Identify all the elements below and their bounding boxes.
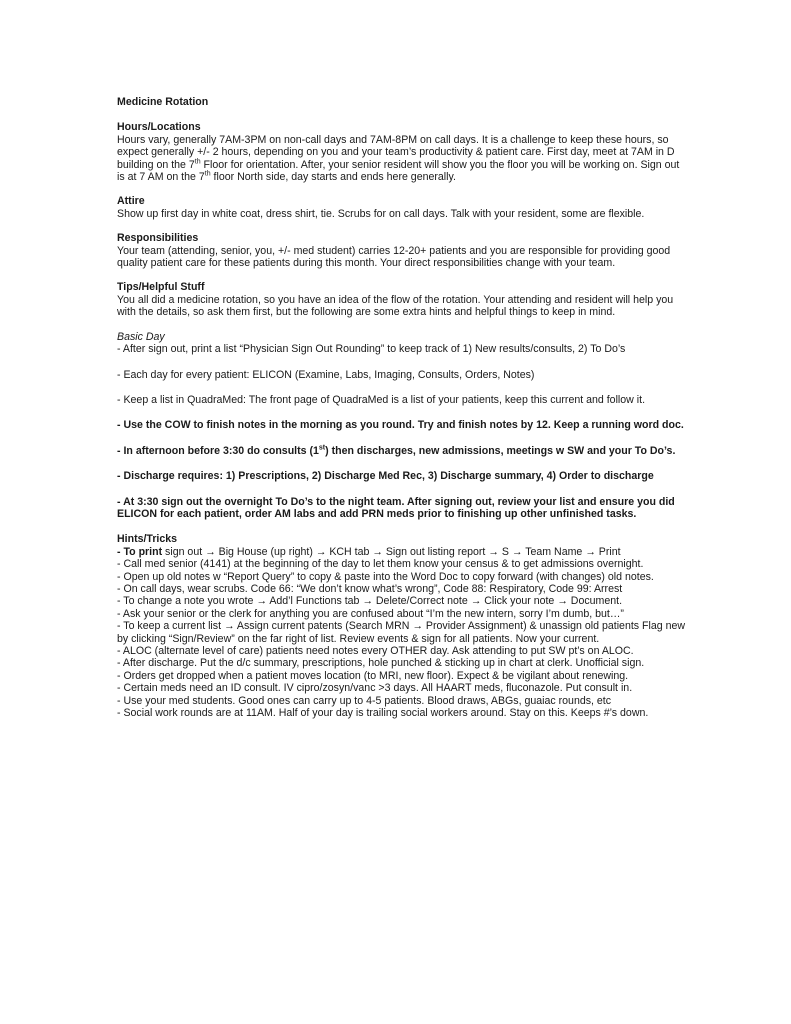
hint-social-work: - Social work rounds are at 11AM. Half of your day is trailing social workers around. Stay on this. Keeps #’s down. — [117, 707, 649, 720]
hint-ask-senior: - Ask your senior or the clerk for anything you are confused about “I’m the new intern, sorry I’m dumb, but…” — [117, 607, 624, 620]
basic-day-item-cow: - Use the COW to finish notes in the morning as you round. Try and finish notes by 12. Keep a running word doc. — [117, 419, 684, 432]
responsibilities-section — [117, 232, 687, 269]
basic-day-item-afternoon — [117, 445, 687, 457]
tips-text: You all did a medicine rotation, so you have an idea of the flow of the rotation. Your attending and resident will help you with the details, so ask them first, but the following are some extra hints and helpful things to keep in mind. — [117, 293, 674, 319]
basic-day-section — [117, 331, 687, 521]
basic-day-item-elicon: - Each day for every patient: ELICON (Examine, Labs, Imaging, Consults, Orders, Notes) — [117, 368, 535, 381]
hint-orders-dropped: - Orders get dropped when a patient moves location (to MRI, new floor). Expect & be vigilant about renewing. — [117, 669, 629, 682]
hints-heading: Hints/Tricks — [117, 533, 178, 546]
hours-superscript-a: th — [194, 158, 201, 166]
hint-after-discharge: - After discharge. Put the d/c summary, prescriptions, hole punched & sticking up in chart at clerk. Unofficial sign. — [117, 657, 645, 670]
attire-text: Show up first day in white coat, dress shirt, tie. Scrubs for on call days. Talk with your resident, some are flexible. — [117, 207, 645, 220]
responsibilities-text: Your team (attending, senior, you, +/- med student) carries 12-20+ patients and you are responsible for providing good quality patient care for these patients during this month. Your direct responsibilities change with your team. — [117, 244, 671, 270]
hints-section — [117, 533, 687, 719]
afternoon-text-a: - In afternoon before 3:30 do consults (1 — [117, 444, 319, 457]
hours-text-part-a: Hours vary, generally 7AM-3PM on non-call days and 7AM-8PM on call days. It is a challenge to keep these hours, so expect generally +/- 2 hours, depending on you and your team’s productivity & patient care. First day, meet at 7AM in D building on the 7 — [117, 133, 675, 171]
tips-heading: Tips/Helpful Stuff — [117, 281, 205, 294]
hours-superscript-b: th — [204, 170, 211, 178]
basic-day-item-sign-out: - After sign out, print a list “Physician Sign Out Rounding” to keep track of 1) New results/consults, 2) To Do’s — [117, 343, 626, 356]
hours-locations-text — [117, 134, 687, 184]
afternoon-text-b: ) then discharges, new admissions, meetings w SW and your To Do’s. — [325, 444, 676, 457]
hours-text-part-c: floor North side, day starts and ends here generally. — [210, 171, 456, 184]
responsibilities-heading: Responsibilities — [117, 232, 199, 245]
hint-old-notes: - Open up old notes w “Report Query” to copy & paste into the Word Doc to copy forward (with changes) old notes. — [117, 570, 654, 583]
hint-id-consult: - Certain meds need an ID consult. IV cipro/zosyn/vanc >3 days. All HAART meds, fluconazole. Put consult in. — [117, 682, 633, 695]
hint-call-senior: - Call med senior (4141) at the beginning of the day to let them know your census & to get admissions overnight. — [117, 558, 644, 571]
hours-locations-heading: Hours/Locations — [117, 121, 201, 134]
hint-print-bold: - To print — [117, 545, 163, 558]
tips-section — [117, 281, 687, 318]
hint-current-list: - To keep a current list → Assign current patents (Search MRN → Provider Assignment) & unassign old patients Flag new by clicking “Sign/Review” on the far right of list. Review events & sign for all patients. Now your current. — [117, 620, 686, 645]
hint-print — [117, 546, 687, 558]
hours-text-part-b: Floor for orientation. After, your senior resident will show you the floor you will be working on. Sign out is at 7 AM on the 7 — [117, 158, 680, 184]
hint-print-rest: sign out → Big House (up right) → KCH tab → Sign out listing report → S → Team Name → Print — [162, 545, 621, 558]
basic-day-heading: Basic Day — [117, 330, 165, 343]
attire-heading: Attire — [117, 195, 145, 208]
afternoon-superscript: st — [318, 444, 326, 452]
document-page — [117, 96, 687, 719]
hint-change-note: - To change a note you wrote → Add’l Functions tab → Delete/Correct note → Click your note → Document. — [117, 595, 623, 608]
basic-day-item-quadramed: - Keep a list in QuadraMed: The front page of QuadraMed is a list of your patients, keep this current and follow it. — [117, 393, 646, 406]
page-title: Medicine Rotation — [117, 96, 209, 108]
hint-med-students: - Use your med students. Good ones can carry up to 4-5 patients. Blood draws, ABGs, guaiac rounds, etc — [117, 694, 612, 707]
basic-day-item-overnight: - At 3:30 sign out the overnight To Do’s to the night team. After signing out, review your list and ensure you did ELICON for each patient, order AM labs and add PRN meds prior to finishing up other unfinished tasks. — [117, 495, 675, 520]
hint-codes: - On call days, wear scrubs. Code 66: “We don’t know what’s wrong”, Code 88: Respiratory, Code 99: Arrest — [117, 582, 623, 595]
basic-day-item-discharge: - Discharge requires: 1) Prescriptions, 2) Discharge Med Rec, 3) Discharge summary, 4) Order to discharge — [117, 470, 654, 483]
attire-section — [117, 195, 687, 220]
hint-aloc: - ALOC (alternate level of care) patients need notes every OTHER day. Ask attending to put SW pt’s on ALOC. — [117, 645, 634, 657]
hours-locations-section — [117, 121, 687, 183]
